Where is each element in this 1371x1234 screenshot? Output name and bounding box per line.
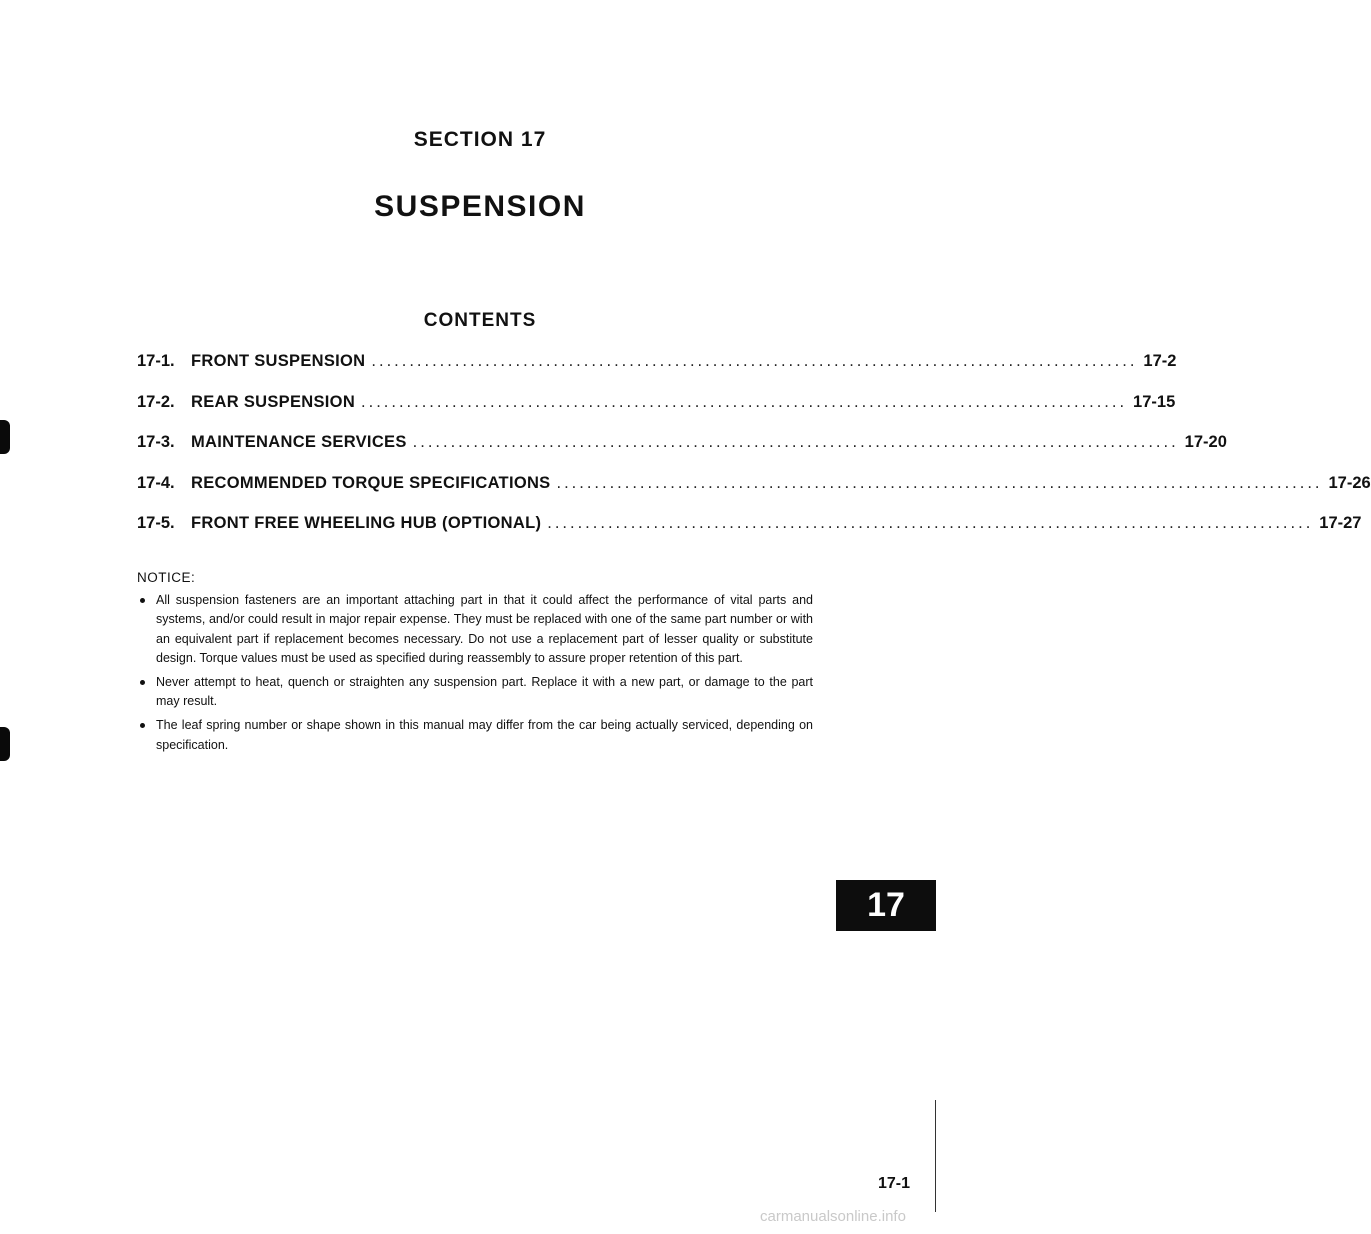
toc-entry-torque-specifications[interactable] [137, 473, 1371, 515]
toc-entry-rear-suspension[interactable] [137, 392, 1176, 434]
bullet-icon [140, 680, 145, 685]
page-number: 17-1 [878, 1175, 911, 1192]
toc-dot-leader: ..................................................................................................... [412, 433, 1179, 451]
toc-entry-title: FRONT FREE WHEELING HUB (OPTIONAL) [191, 514, 542, 532]
toc-entry-number: 17-4. [137, 473, 175, 492]
binder-hole-top [0, 420, 10, 454]
toc-entry-title: MAINTENANCE SERVICES [191, 433, 407, 451]
watermark: carmanualsonline.info [760, 1208, 906, 1225]
toc-entry-page: 17-26 [1328, 473, 1371, 492]
toc-entry-number: 17-1. [137, 352, 175, 370]
notice-text: All suspension fasteners are an important attaching part in that it could affect the performance of vital parts and systems, and/or could result in major repair expense. They must be replaced with one of the same part number or with an equivalent part if replacement becomes necessary. Do not use a replacement part of lesser quality or substitute design. Torque values must be used as specified during reassembly to assure proper retention of this part. [156, 593, 813, 665]
toc-entry-maintenance-services[interactable] [137, 433, 1227, 474]
toc-entry-title: REAR SUSPENSION [191, 392, 356, 411]
toc-entry-front-suspension[interactable] [137, 352, 1177, 393]
toc-entry-number: 17-5. [137, 514, 175, 532]
bullet-icon [140, 723, 145, 728]
bullet-icon [140, 598, 145, 603]
binder-hole-bottom [0, 727, 10, 761]
section-tab: 17 [836, 880, 936, 931]
notice-text: The leaf spring number or shape shown in this manual may differ from the car being actually serviced, depending on specification. [156, 718, 813, 752]
table-of-contents [137, 352, 1371, 555]
toc-dot-leader: ..................................................................................................... [547, 514, 1314, 532]
notice-item [137, 673, 813, 711]
notice-item [137, 716, 813, 754]
notice-text: Never attempt to heat, quench or straighten any suspension part. Replace it with a new part, or damage to the part may result. [156, 675, 813, 709]
toc-entry-page: 17-27 [1319, 514, 1362, 532]
page-title: SUSPENSION [374, 190, 586, 223]
toc-entry-number: 17-2. [137, 392, 175, 411]
section-label: SECTION 17 [413, 128, 547, 151]
toc-entry-title: FRONT SUSPENSION [191, 352, 366, 370]
margin-rule [935, 1100, 936, 1212]
notice-list [137, 591, 813, 755]
notice-block [137, 568, 813, 760]
toc-dot-leader: ..................................................................................................... [371, 352, 1138, 370]
notice-heading: NOTICE: [137, 570, 196, 585]
toc-entry-page: 17-15 [1133, 392, 1176, 411]
toc-entry-page: 17-20 [1184, 433, 1227, 451]
notice-item [137, 591, 813, 668]
contents-heading: CONTENTS [423, 310, 537, 331]
toc-entry-number: 17-3. [137, 433, 175, 451]
toc-dot-leader: ..................................................................................................... [361, 392, 1128, 411]
toc-entry-page: 17-2 [1143, 352, 1177, 370]
toc-entry-title: RECOMMENDED TORQUE SPECIFICATIONS [191, 473, 551, 492]
toc-dot-leader: ..................................................................................................... [556, 473, 1323, 492]
toc-entry-free-wheeling-hub[interactable] [137, 514, 1362, 555]
